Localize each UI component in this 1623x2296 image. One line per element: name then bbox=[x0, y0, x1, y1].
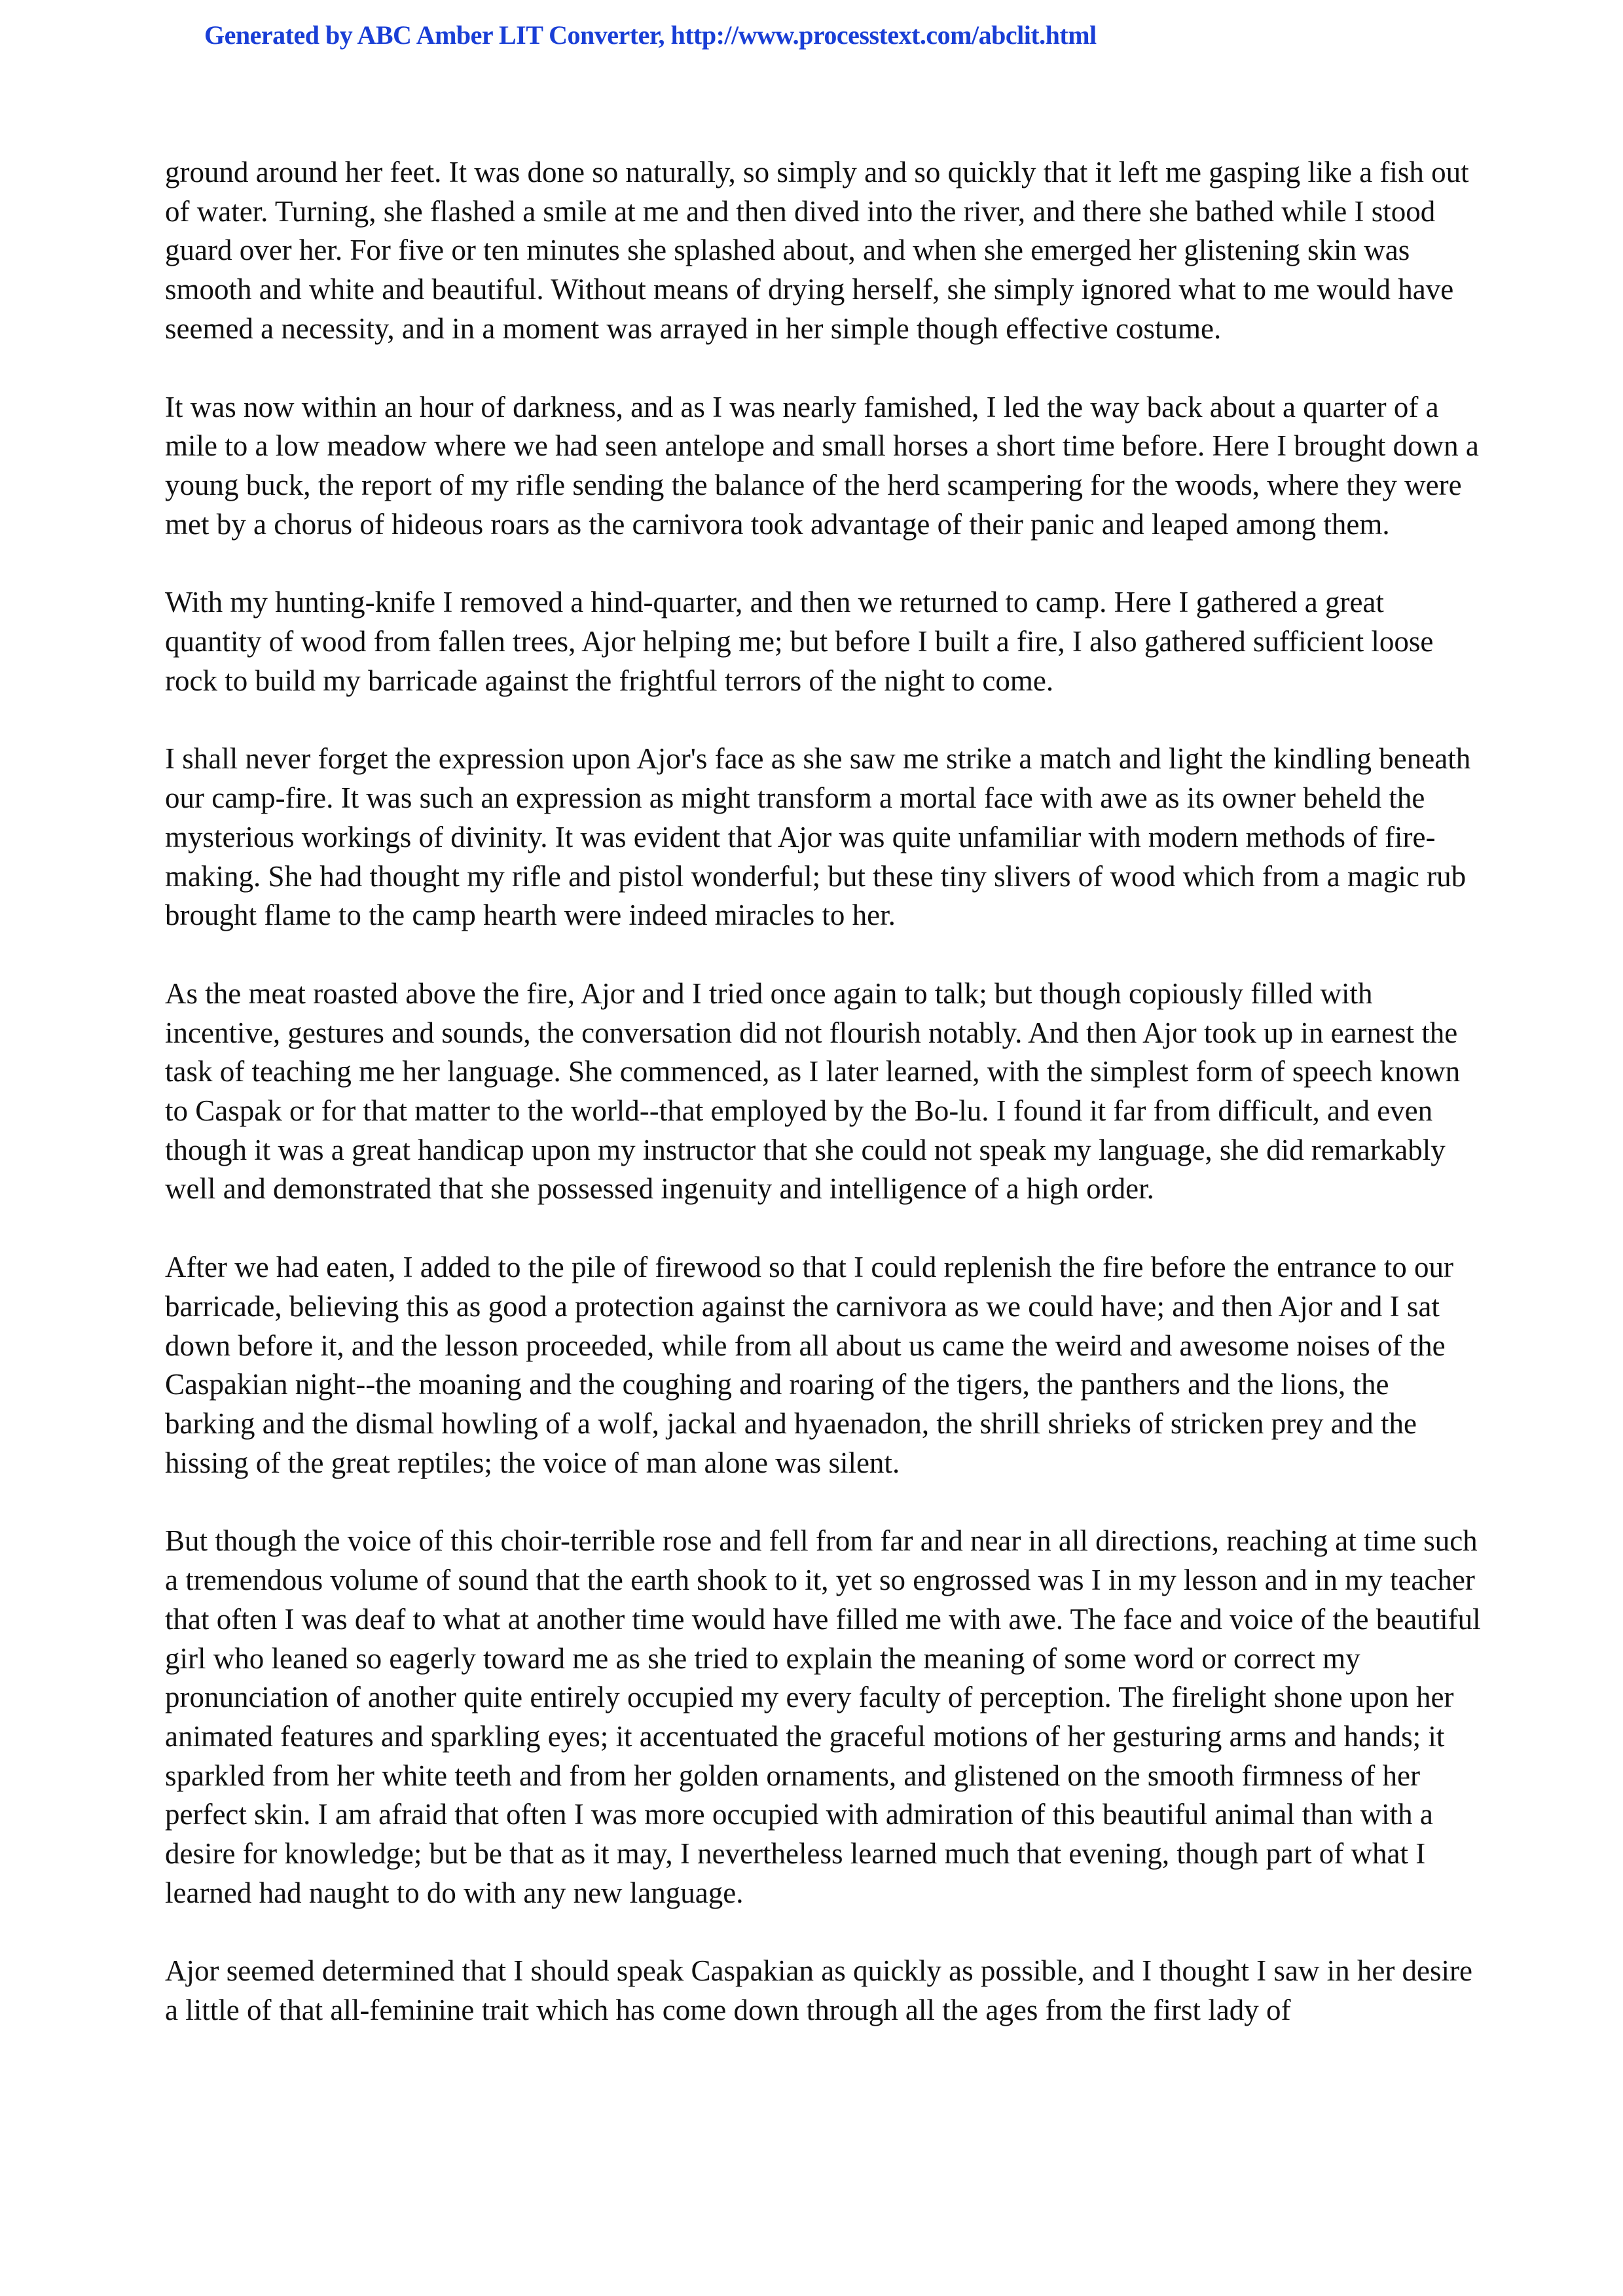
paragraph: As the meat roasted above the fire, Ajor and I tried once again to talk; but though copiously filled with incentive, gestures and sounds, the conversation did not flourish notably. And then Ajor took up in earnest the task of teaching me her language. She commenced, as I later learned, with the simplest form of speech known to Caspak or for that matter to the world--that employed by the Bo-lu. I found it far from difficult, and even though it was a great handicap upon my instructor that she could not speak my language, she did remarkably well and demonstrated that she possessed ingenuity and intelligence of a high order. bbox=[165, 977, 1461, 1206]
paragraph: I shall never forget the expression upon Ajor's face as she saw me strike a match and light the kindling beneath our camp-fire. It was such an expression as might transform a mortal face with awe as its owner beheld the mysterious workings of divinity. It was evident that Ajor was quite unfamiliar with modern methods of fire-making. She had thought my rifle and pistol wonderful; but these tiny slivers of wood which from a magic rub brought flame to the camp hearth were indeed miracles to her. bbox=[165, 742, 1471, 932]
paragraph: ground around her feet. It was done so naturally, so simply and so quickly that it left me gasping like a fish out of water. Turning, she flashed a smile at me and then dived into the river, and there she bathed while I stood guard over her. For five or ten minutes she splashed about, and when she emerged her glistening skin was smooth and white and beautiful. Without means of drying herself, she simply ignored what to me would have seemed a necessity, and in a moment was arrayed in her simple though effective costume. bbox=[165, 156, 1469, 345]
paragraph: It was now within an hour of darkness, and as I was nearly famished, I led the way back about a quarter of a mile to a low meadow where we had seen antelope and small horses a short time before. Here I brought down a young buck, the report of my rifle sending the balance of the herd scampering for the woods, where they were met by a chorus of hideous roars as the carnivora took advantage of their panic and leaped among them. bbox=[165, 390, 1479, 541]
converter-header: Generated by ABC Amber LIT Converter, http://www.processtext.com/abclit.html bbox=[204, 20, 1097, 50]
paragraph: Ajor seemed determined that I should speak Caspakian as quickly as possible, and I thought I saw in her desire a little of that all-feminine trait which has come down through all the ages from the first lady of bbox=[165, 1954, 1473, 2027]
paragraph: With my hunting-knife I removed a hind-quarter, and then we returned to camp. Here I gathered a great quantity of wood from fallen trees, Ajor helping me; but before I built a fire, I also gathered sufficient loose rock to build my barricade against the frightful terrors of the night to come. bbox=[165, 586, 1434, 697]
paragraph: After we had eaten, I added to the pile of firewood so that I could replenish the fire before the entrance to our barricade, believing this as good a protection against the carnivora as we could have; and then Ajor and I sat down before it, and the lesson proceeded, while from all about us came the weird and awesome noises of the Caspakian night--the moaning and the coughing and roaring of the tigers, the panthers and the lions, the barking and the dismal howling of a wolf, jackal and hyaenadon, the shrill shrieks of stricken prey and the hissing of the great reptiles; the voice of man alone was silent. bbox=[165, 1251, 1453, 1479]
paragraph: But though the voice of this choir-terrible rose and fell from far and near in all directions, reaching at time such a tremendous volume of sound that the earth shook to it, yet so engrossed was I in my lesson and in my teacher that often I was deaf to what at another time would have filled me with awe. The face and voice of the beautiful girl who leaned so eagerly toward me as she tried to explain the meaning of some word or correct my pronunciation of another quite entirely occupied my every faculty of perception. The firelight shone upon her animated features and sparkling eyes; it accentuated the graceful motions of her gesturing arms and hands; it sparkled from her white teeth and from her golden ornaments, and glistened on the smooth firmness of her perfect skin. I am afraid that often I was more occupied with admiration of this beautiful animal than with a desire for knowledge; but be that as it may, I nevertheless learned much that evening, though part of what I learned had naught to do with any new language. bbox=[165, 1524, 1481, 1909]
body-text bbox=[165, 153, 1481, 2030]
